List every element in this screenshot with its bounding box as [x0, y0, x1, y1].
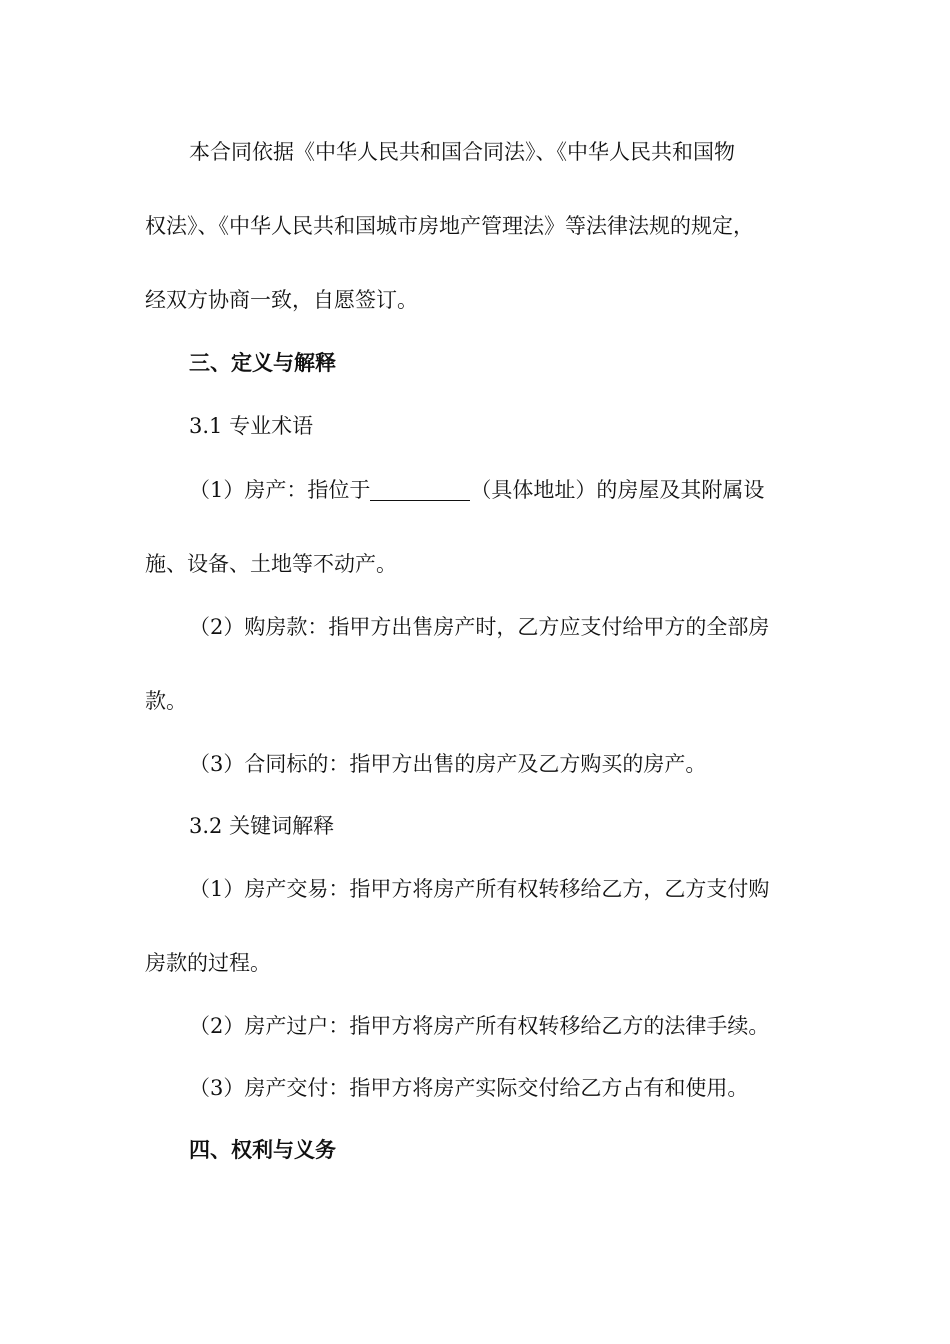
paragraph-basis-line-2: 权法》、《中华人民共和国城市房地产管理法》等法律法规的规定， [145, 214, 754, 238]
subsection-heading-terms: 3.1 专业术语 [189, 414, 314, 438]
term-payment-line-1: （2）购房款：指甲方出售房产时，乙方应支付给甲方的全部房 [189, 615, 770, 639]
term-property-line-1 [0, 476, 950, 504]
subsection-heading-keywords: 3.2 关键词解释 [189, 814, 335, 838]
keyword-delivery: （3）房产交付：指甲方将房产实际交付给乙方占有和使用。 [189, 1076, 749, 1100]
keyword-transaction-line-2: 房款的过程。 [145, 951, 271, 975]
keyword-transfer: （2）房产过户：指甲方将房产所有权转移给乙方的法律手续。 [189, 1014, 770, 1038]
term-subject: （3）合同标的：指甲方出售的房产及乙方购买的房产。 [189, 752, 707, 776]
section-heading-rights: 四、权利与义务 [189, 1137, 336, 1162]
term-property-suffix: （具体地址）的房屋及其附属设 [470, 478, 765, 502]
address-blank-field [370, 480, 470, 501]
term-property-prefix: （1）房产：指位于 [189, 478, 371, 502]
term-property-line-2: 施、设备、土地等不动产。 [145, 552, 397, 576]
keyword-transaction-line-1: （1）房产交易：指甲方将房产所有权转移给乙方，乙方支付购 [189, 877, 770, 901]
section-heading-definitions: 三、定义与解释 [189, 350, 336, 375]
term-payment-line-2: 款。 [145, 689, 187, 713]
paragraph-basis-line-1: 本合同依据《中华人民共和国合同法》、《中华人民共和国物 [189, 140, 735, 164]
paragraph-basis-line-3: 经双方协商一致，自愿签订。 [145, 288, 418, 312]
